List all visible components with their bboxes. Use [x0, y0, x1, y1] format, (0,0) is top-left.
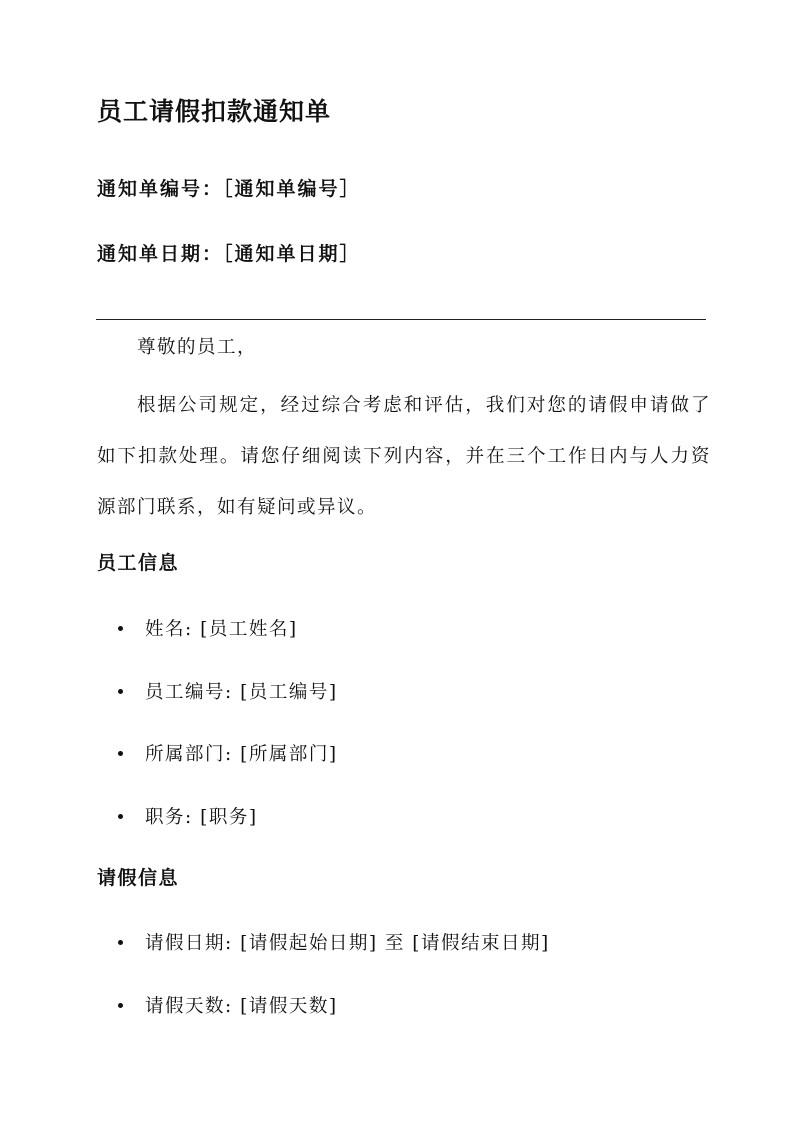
employee-position-item: 职务: [职务]: [145, 807, 258, 828]
horizontal-divider: [96, 319, 706, 320]
notice-date: [97, 239, 361, 266]
list-item: [118, 678, 338, 704]
list-item: [118, 929, 550, 955]
body-paragraph: 根据公司规定，经过综合考虑和评估，我们对您的请假申请做了如下扣款处理。请您仔细阅读下列内容，并在三个工作日内与人力资源部门联系，如有疑问或异议。: [97, 395, 711, 518]
leave-info-heading: 请假信息: [97, 867, 180, 889]
greeting: 尊敬的员工，: [137, 337, 258, 358]
notice-date-label: 通知单日期：: [97, 243, 224, 265]
leave-dates-item: 请假日期: [请假起始日期] 至 [请假结束日期]: [145, 933, 550, 954]
employee-name-item: 姓名: [员工姓名]: [145, 619, 298, 640]
list-item: [118, 803, 258, 829]
employee-department-item: 所属部门: [所属部门]: [145, 744, 338, 765]
notice-date-value: ［通知单日期］: [223, 243, 361, 265]
bullet-icon: [118, 689, 123, 694]
employee-id-item: 员工编号: [员工编号]: [145, 682, 338, 703]
document-title: 员工请假扣款通知单: [97, 97, 332, 126]
bullet-icon: [118, 751, 123, 756]
bullet-icon: [118, 1003, 123, 1008]
list-item: [118, 740, 338, 766]
bullet-icon: [118, 814, 123, 819]
bullet-icon: [118, 626, 123, 631]
leave-days-item: 请假天数: [请假天数]: [145, 996, 338, 1017]
notice-number-value: ［通知单编号］: [223, 178, 361, 200]
list-item: [118, 615, 298, 641]
notice-number-label: 通知单编号：: [97, 178, 224, 200]
notice-number: [97, 174, 361, 201]
list-item: [118, 992, 338, 1018]
bullet-icon: [118, 940, 123, 945]
employee-info-heading: 员工信息: [97, 552, 180, 574]
